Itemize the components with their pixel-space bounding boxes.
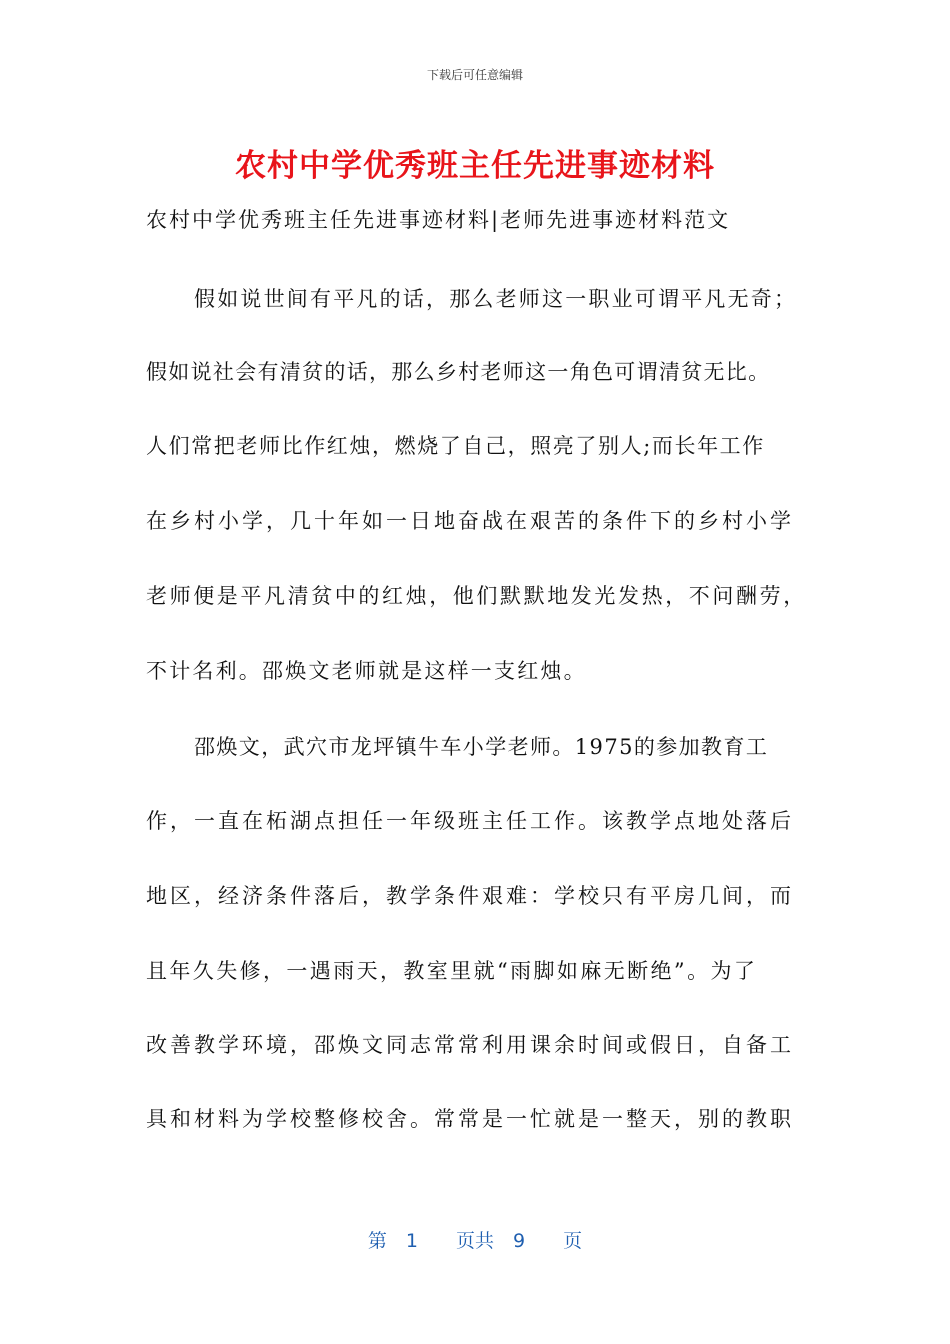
body-line-9: 地区，经济条件落后，教学条件艰难：学校只有平房几间，而 bbox=[146, 884, 794, 908]
body-line-8: 作，一直在柘湖点担任一年级班主任工作。该教学点地处落后 bbox=[146, 809, 794, 833]
body-line-5: 老师便是平凡清贫中的红烛，他们默默地发光发热，不问酬劳， bbox=[146, 584, 807, 608]
body-line-7: 邵焕文，武穴市龙坪镇牛车小学老师。1975的参加教育工 bbox=[194, 735, 769, 759]
body-line-12: 具和材料为学校整修校舍。常常是一忙就是一整天，别的教职 bbox=[146, 1107, 794, 1131]
document-title: 农村中学优秀班主任先进事迹材料 bbox=[235, 148, 715, 184]
page-header-note: 下载后可任意编辑 bbox=[426, 68, 523, 82]
body-line-1: 假如说世间有平凡的话，那么老师这一职业可谓平凡无奇； bbox=[194, 287, 798, 311]
body-line-3: 人们常把老师比作红烛，燃烧了自己，照亮了别人;而长年工作 bbox=[146, 434, 765, 458]
page-number-footer: 第 1 页共 9 页 bbox=[367, 1230, 583, 1252]
body-line-2: 假如说社会有清贫的话，那么乡村老师这一角色可谓清贫无比。 bbox=[146, 360, 771, 384]
document-subtitle: 农村中学优秀班主任先进事迹材料|老师先进事迹材料范文 bbox=[146, 208, 731, 232]
body-line-6: 不计名利。邵焕文老师就是这样一支红烛。 bbox=[146, 659, 587, 683]
body-line-10: 且年久失修，一遇雨天，教室里就“雨脚如麻无断绝”。为了 bbox=[146, 959, 758, 983]
body-line-4: 在乡村小学，几十年如一日地奋战在艰苦的条件下的乡村小学 bbox=[146, 509, 794, 533]
body-line-11: 改善教学环境，邵焕文同志常常利用课余时间或假日，自备工 bbox=[146, 1033, 794, 1057]
